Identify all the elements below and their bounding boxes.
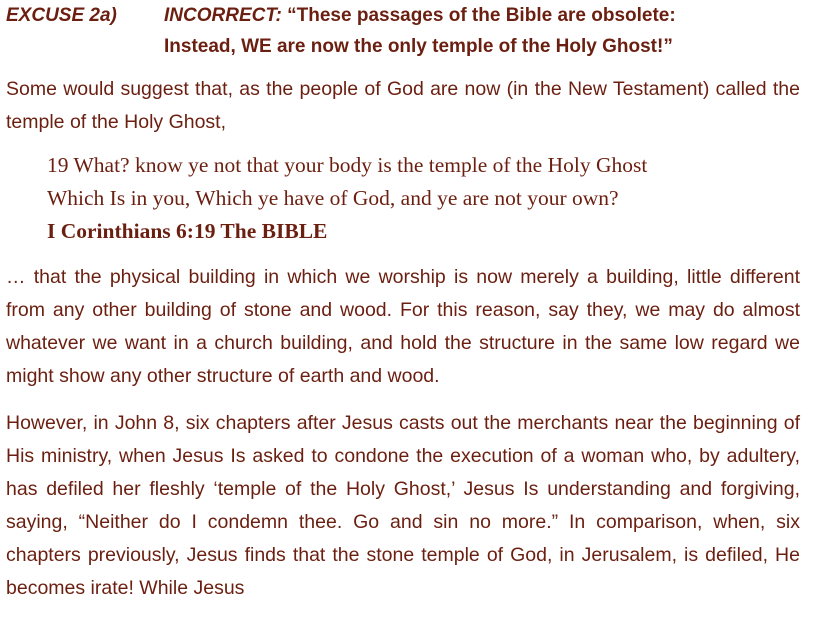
quote-line-2: Which Is in you, Which ye have of God, and ye are not your own? <box>47 186 619 210</box>
excuse-heading <box>6 0 800 62</box>
incorrect-label: INCORRECT: <box>164 5 282 26</box>
excuse-label: EXCUSE 2a) <box>6 5 117 26</box>
scripture-quote <box>47 149 800 248</box>
quote-line-1: 19 What? know ye not that your body is the temple of the Holy Ghost <box>47 153 648 177</box>
paragraph-building: … that the physical building in which we worship is now merely a building, little different from any other building of stone and wood. For this reason, say they, we may do almost whatever we want in a church building, and hold the structure in the same low regard we might show any other structure of earth and wood. <box>6 266 800 387</box>
excuse-claim <box>164 0 800 62</box>
document-page <box>6 0 800 605</box>
paragraph-john-8: However, in John 8, six chapters after Jesus casts out the merchants near the beginning of His ministry, when Jesus Is asked to condone the execution of a woman who, by adultery, has defiled her fleshly ‘temple of the Holy Ghost,’ Jesus Is understanding and forgiving, saying, “Neither do I condemn thee. Go and sin no more.” In comparison, when, six chapters previously, Jesus finds that the stone temple of God, in Jerusalem, is defiled, He becomes irate! While Jesus <box>6 412 800 599</box>
claim-line-1 <box>164 0 800 31</box>
paragraph-intro: Some would suggest that, as the people of God are now (in the New Testament) called the temple of the Holy Ghost, <box>6 78 800 133</box>
quote-reference: I Corinthians 6:19 The BIBLE <box>47 219 328 243</box>
claim-text-1: “These passages of the Bible are obsolete: <box>287 5 676 26</box>
claim-line-2: Instead, WE are now the only temple of the Holy Ghost!” <box>164 36 673 57</box>
